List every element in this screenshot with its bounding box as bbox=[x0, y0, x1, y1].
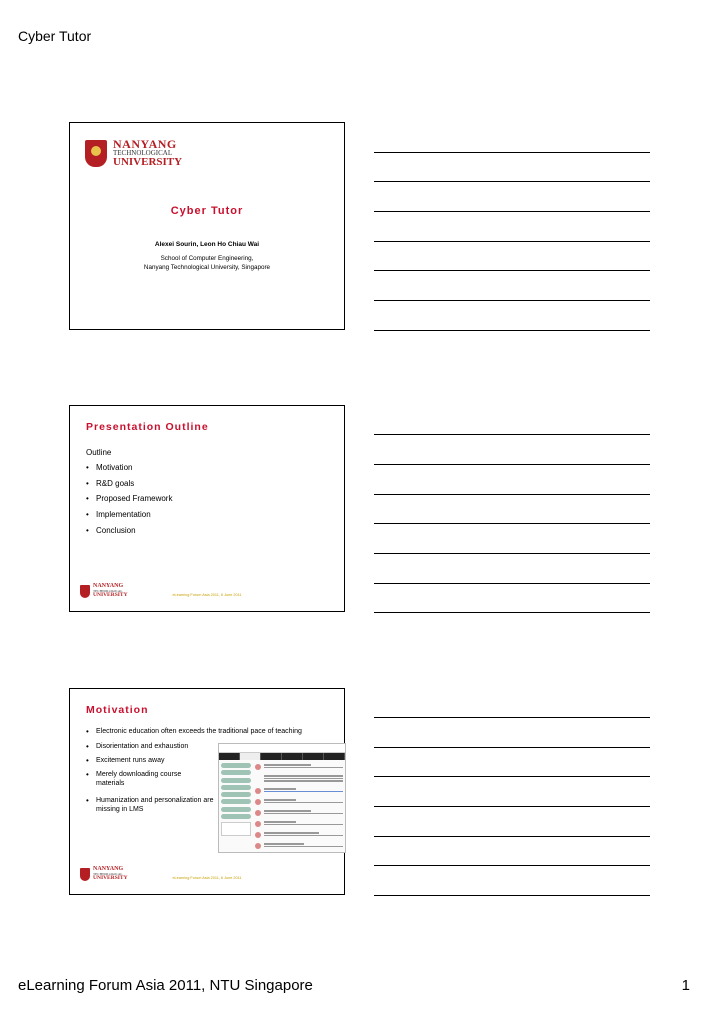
note-line bbox=[374, 523, 650, 524]
list-item: • Conclusion bbox=[86, 526, 136, 535]
slide-3 bbox=[69, 688, 345, 895]
lms-screenshot bbox=[218, 743, 346, 853]
affiliation-line-2: Nanyang Technological University, Singapore bbox=[143, 263, 271, 271]
page-footer: eLearning Forum Asia 2011, NTU Singapore bbox=[18, 977, 313, 994]
ntu-crest-icon bbox=[85, 140, 107, 167]
note-line bbox=[374, 806, 650, 807]
note-line bbox=[374, 330, 650, 331]
slide-1-title: Cyber Tutor bbox=[170, 205, 244, 217]
list-item: • Merely downloading course materials bbox=[86, 770, 182, 788]
list-item: • Excitement runs away bbox=[86, 756, 165, 765]
note-line bbox=[374, 181, 650, 182]
note-line bbox=[374, 717, 650, 718]
logo-line-2: TECHNOLOGICAL bbox=[113, 149, 173, 157]
note-line bbox=[374, 494, 650, 495]
note-line bbox=[374, 895, 650, 896]
note-line bbox=[374, 836, 650, 837]
list-item: • R&D goals bbox=[86, 479, 135, 488]
note-line bbox=[374, 747, 650, 748]
footer-logo: NANYANG TECHNOLOGICAL UNIVERSITY bbox=[80, 867, 128, 881]
list-item: • Proposed Framework bbox=[86, 494, 173, 503]
slide-3-title: Motivation bbox=[86, 704, 149, 716]
slide-1-authors: Alexei Sourin, Leon Ho Chiau Wai bbox=[154, 241, 260, 248]
logo-line-1: NANYANG bbox=[113, 137, 177, 151]
note-line bbox=[374, 152, 650, 153]
affiliation-line-1: School of Computer Engineering, bbox=[160, 255, 254, 262]
logo-line-3: UNIVERSITY bbox=[113, 156, 183, 168]
list-item: • Implementation bbox=[86, 510, 151, 519]
ntu-logo bbox=[85, 138, 182, 168]
list-item: • Disorientation and exhaustion bbox=[86, 742, 189, 751]
note-line bbox=[374, 553, 650, 554]
slide-1 bbox=[69, 122, 345, 330]
slide-2-footer-caption: eLearning Forum Asia 2011, 6 June 2011 bbox=[172, 593, 242, 597]
slide-2-title: Presentation Outline bbox=[86, 421, 209, 433]
note-line bbox=[374, 434, 650, 435]
page-header: Cyber Tutor bbox=[18, 28, 92, 44]
list-item: • Motivation bbox=[86, 463, 133, 472]
note-line bbox=[374, 211, 650, 212]
footer-logo: NANYANG TECHNOLOGICAL UNIVERSITY bbox=[80, 584, 128, 598]
list-item: • Humanization and personalization are missing in LMS bbox=[86, 796, 214, 814]
note-line bbox=[374, 865, 650, 866]
note-line bbox=[374, 300, 650, 301]
note-line bbox=[374, 270, 650, 271]
note-line bbox=[374, 241, 650, 242]
note-line bbox=[374, 583, 650, 584]
note-line bbox=[374, 612, 650, 613]
note-line bbox=[374, 776, 650, 777]
slide-3-footer-caption: eLearning Forum Asia 2011, 6 June 2011 bbox=[172, 876, 242, 880]
slide-2-subheading: Outline bbox=[86, 448, 112, 457]
note-line bbox=[374, 464, 650, 465]
slide-1-affiliation bbox=[70, 255, 344, 273]
slide-2 bbox=[69, 405, 345, 612]
list-item: • Electronic education often exceeds the traditional pace of teaching bbox=[86, 727, 302, 736]
page-number: 1 bbox=[681, 977, 690, 994]
